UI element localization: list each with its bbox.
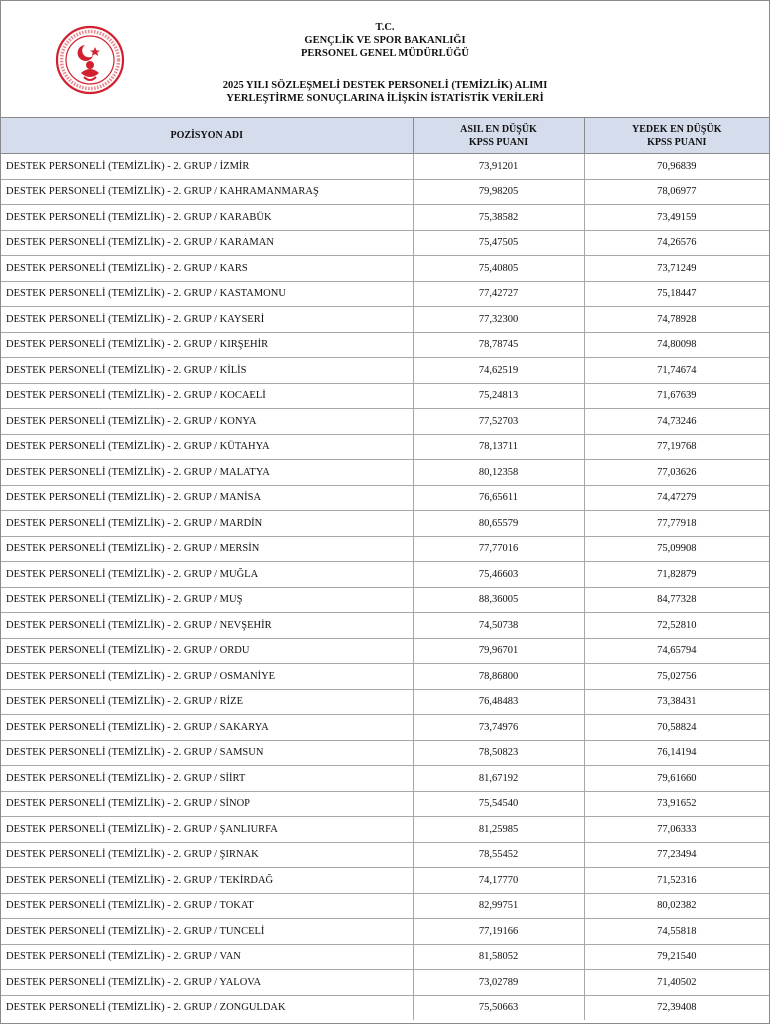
cell-asil-score: 75,46603 [413,562,584,588]
cell-position: DESTEK PERSONELİ (TEMİZLİK) - 2. GRUP / NEVŞEHİR [1,613,413,639]
cell-yedek-score: 72,52810 [584,613,769,639]
cell-asil-score: 78,55452 [413,842,584,868]
header-ministry-name: GENÇLİK VE SPOR BAKANLIĞI [304,35,466,46]
table-row [1,868,769,894]
statistics-table [1,118,769,1020]
cell-position: DESTEK PERSONELİ (TEMİZLİK) - 2. GRUP / ŞANLIURFA [1,817,413,843]
cell-yedek-score: 84,77328 [584,587,769,613]
column-header-asil-line1: ASIL EN DÜŞÜK [460,123,537,135]
document-header [1,1,769,118]
cell-asil-score: 88,36005 [413,587,584,613]
cell-position: DESTEK PERSONELİ (TEMİZLİK) - 2. GRUP / KARAMAN [1,230,413,256]
cell-position: DESTEK PERSONELİ (TEMİZLİK) - 2. GRUP / KAYSERİ [1,307,413,333]
cell-yedek-score: 71,74674 [584,358,769,384]
cell-asil-score: 79,96701 [413,638,584,664]
cell-position: DESTEK PERSONELİ (TEMİZLİK) - 2. GRUP / MARDİN [1,511,413,537]
cell-asil-score: 82,99751 [413,893,584,919]
cell-position: DESTEK PERSONELİ (TEMİZLİK) - 2. GRUP / MANİSA [1,485,413,511]
column-header-yedek [584,118,769,154]
cell-position: DESTEK PERSONELİ (TEMİZLİK) - 2. GRUP / KAHRAMANMARAŞ [1,179,413,205]
cell-yedek-score: 74,80098 [584,332,769,358]
table-row [1,409,769,435]
cell-asil-score: 80,65579 [413,511,584,537]
table-row [1,995,769,1020]
cell-yedek-score: 73,49159 [584,205,769,231]
cell-asil-score: 77,32300 [413,307,584,333]
column-header-position [1,118,413,154]
cell-asil-score: 73,74976 [413,715,584,741]
cell-asil-score: 74,50738 [413,613,584,639]
table-row [1,230,769,256]
table-row [1,919,769,945]
table-row [1,383,769,409]
cell-position: DESTEK PERSONELİ (TEMİZLİK) - 2. GRUP / MUŞ [1,587,413,613]
table-row [1,460,769,486]
table-row [1,638,769,664]
cell-position: DESTEK PERSONELİ (TEMİZLİK) - 2. GRUP / TOKAT [1,893,413,919]
column-header-yedek-line2: KPSS PUANI [647,136,707,148]
cell-asil-score: 75,38582 [413,205,584,231]
cell-asil-score: 81,58052 [413,944,584,970]
cell-yedek-score: 70,96839 [584,154,769,180]
cell-asil-score: 78,86800 [413,664,584,690]
cell-asil-score: 76,48483 [413,689,584,715]
cell-yedek-score: 79,61660 [584,766,769,792]
table-row [1,434,769,460]
cell-yedek-score: 80,02382 [584,893,769,919]
cell-yedek-score: 78,06977 [584,179,769,205]
table-row [1,817,769,843]
cell-position: DESTEK PERSONELİ (TEMİZLİK) - 2. GRUP / SİNOP [1,791,413,817]
cell-asil-score: 77,52703 [413,409,584,435]
cell-asil-score: 75,40805 [413,256,584,282]
cell-position: DESTEK PERSONELİ (TEMİZLİK) - 2. GRUP / ZONGULDAK [6,1002,286,1014]
header-directorate-name: PERSONEL GENEL MÜDÜRLÜĞÜ [300,48,470,59]
column-header-yedek-line1: YEDEK EN DÜŞÜK [632,123,722,135]
document-title: 2025 YILI SÖZLEŞMELİ DESTEK PERSONELİ (TEMİZLİK) ALIMI [222,80,548,91]
column-header-position-label: POZİSYON ADI [170,130,243,141]
cell-yedek-score: 75,02756 [584,664,769,690]
table-row [1,740,769,766]
table-header-row [1,118,769,154]
table-row [1,613,769,639]
cell-asil-score: 81,67192 [413,766,584,792]
cell-asil-score: 81,25985 [413,817,584,843]
cell-asil-score: 74,17770 [413,868,584,894]
cell-yedek-score: 74,47279 [584,485,769,511]
cell-yedek-score: 75,09908 [584,536,769,562]
table-body [1,154,769,1021]
cell-yedek-score: 77,77918 [584,511,769,537]
cell-position: DESTEK PERSONELİ (TEMİZLİK) - 2. GRUP / TUNCELİ [1,919,413,945]
cell-position: DESTEK PERSONELİ (TEMİZLİK) - 2. GRUP / KIRŞEHİR [1,332,413,358]
table-row [1,205,769,231]
cell-yedek-score: 71,40502 [584,970,769,996]
cell-position: DESTEK PERSONELİ (TEMİZLİK) - 2. GRUP / MUĞLA [1,562,413,588]
table-row [1,179,769,205]
cell-asil-score: 77,77016 [413,536,584,562]
table-row [1,562,769,588]
cell-position: DESTEK PERSONELİ (TEMİZLİK) - 2. GRUP / KARS [1,256,413,282]
cell-yedek-score: 73,71249 [584,256,769,282]
cell-yedek-score: 73,91652 [584,791,769,817]
cell-position: DESTEK PERSONELİ (TEMİZLİK) - 2. GRUP / KÜTAHYA [1,434,413,460]
table-row [1,358,769,384]
column-header-asil-line2: KPSS PUANI [468,136,529,148]
table-row [1,332,769,358]
table-row [1,689,769,715]
cell-yedek-score: 75,18447 [584,281,769,307]
cell-asil-score: 74,62519 [413,358,584,384]
cell-yedek-score: 70,58824 [584,715,769,741]
cell-yedek-score: 74,26576 [584,230,769,256]
column-header-asil [413,118,584,154]
cell-position: DESTEK PERSONELİ (TEMİZLİK) - 2. GRUP / KARABÜK [1,205,413,231]
table-row [1,536,769,562]
cell-position: DESTEK PERSONELİ (TEMİZLİK) - 2. GRUP / OSMANİYE [1,664,413,690]
cell-position: DESTEK PERSONELİ (TEMİZLİK) - 2. GRUP / SAKARYA [1,715,413,741]
table-row [1,281,769,307]
document-subtitle: YERLEŞTİRME SONUÇLARINA İLİŞKİN İSTATİSTİK VERİLERİ [226,93,544,104]
cell-yedek-score: 73,38431 [584,689,769,715]
table-row [1,715,769,741]
table-row [1,893,769,919]
cell-yedek-score: 71,82879 [584,562,769,588]
cell-yedek-score: 71,67639 [584,383,769,409]
cell-yedek-score: 77,03626 [584,460,769,486]
cell-position: DESTEK PERSONELİ (TEMİZLİK) - 2. GRUP / KONYA [1,409,413,435]
cell-asil-score: 76,65611 [413,485,584,511]
table-row [1,944,769,970]
cell-yedek-score: 74,65794 [584,638,769,664]
cell-position: DESTEK PERSONELİ (TEMİZLİK) - 2. GRUP / SAMSUN [1,740,413,766]
cell-position: DESTEK PERSONELİ (TEMİZLİK) - 2. GRUP / RİZE [1,689,413,715]
cell-position: DESTEK PERSONELİ (TEMİZLİK) - 2. GRUP / ŞIRNAK [1,842,413,868]
cell-asil-score: 79,98205 [413,179,584,205]
table-row [1,970,769,996]
cell-position: DESTEK PERSONELİ (TEMİZLİK) - 2. GRUP / MALATYA [1,460,413,486]
cell-yedek-score: 74,78928 [584,307,769,333]
cell-asil-score: 78,50823 [413,740,584,766]
cell-position: DESTEK PERSONELİ (TEMİZLİK) - 2. GRUP / ORDU [1,638,413,664]
cell-yedek-score: 79,21540 [584,944,769,970]
cell-yedek-score: 71,52316 [584,868,769,894]
cell-asil-score: 78,78745 [413,332,584,358]
cell-yedek-score: 76,14194 [584,740,769,766]
table-row [1,842,769,868]
cell-yedek-score: 72,39408 [584,995,769,1020]
header-line-tc: T.C. [375,22,395,33]
cell-asil-score: 78,13711 [413,434,584,460]
cell-asil-score: 75,24813 [413,383,584,409]
cell-yedek-score: 74,55818 [584,919,769,945]
cell-yedek-score: 77,06333 [584,817,769,843]
table-row [1,511,769,537]
table-row [1,766,769,792]
cell-asil-score: 75,50663 [413,995,584,1020]
table-row [1,307,769,333]
cell-position: DESTEK PERSONELİ (TEMİZLİK) - 2. GRUP / KASTAMONU [1,281,413,307]
cell-position: DESTEK PERSONELİ (TEMİZLİK) - 2. GRUP / TEKİRDAĞ [1,868,413,894]
cell-asil-score: 75,47505 [413,230,584,256]
table-row [1,256,769,282]
cell-asil-score: 80,12358 [413,460,584,486]
cell-position: DESTEK PERSONELİ (TEMİZLİK) - 2. GRUP / YALOVA [1,970,413,996]
cell-asil-score: 73,02789 [413,970,584,996]
table-row [1,791,769,817]
cell-yedek-score: 77,19768 [584,434,769,460]
cell-position: DESTEK PERSONELİ (TEMİZLİK) - 2. GRUP / KOCAELİ [1,383,413,409]
cell-asil-score: 75,54540 [413,791,584,817]
table-row [1,485,769,511]
cell-position: DESTEK PERSONELİ (TEMİZLİK) - 2. GRUP / İZMİR [1,154,413,180]
cell-yedek-score: 74,73246 [584,409,769,435]
cell-position: DESTEK PERSONELİ (TEMİZLİK) - 2. GRUP / SİİRT [1,766,413,792]
table-row [1,587,769,613]
table-row [1,154,769,180]
cell-position: DESTEK PERSONELİ (TEMİZLİK) - 2. GRUP / MERSİN [1,536,413,562]
cell-asil-score: 77,42727 [413,281,584,307]
cell-asil-score: 77,19166 [413,919,584,945]
cell-position: DESTEK PERSONELİ (TEMİZLİK) - 2. GRUP / VAN [1,944,413,970]
cell-yedek-score: 77,23494 [584,842,769,868]
cell-position: DESTEK PERSONELİ (TEMİZLİK) - 2. GRUP / KİLİS [1,358,413,384]
cell-asil-score: 73,91201 [413,154,584,180]
table-row [1,664,769,690]
